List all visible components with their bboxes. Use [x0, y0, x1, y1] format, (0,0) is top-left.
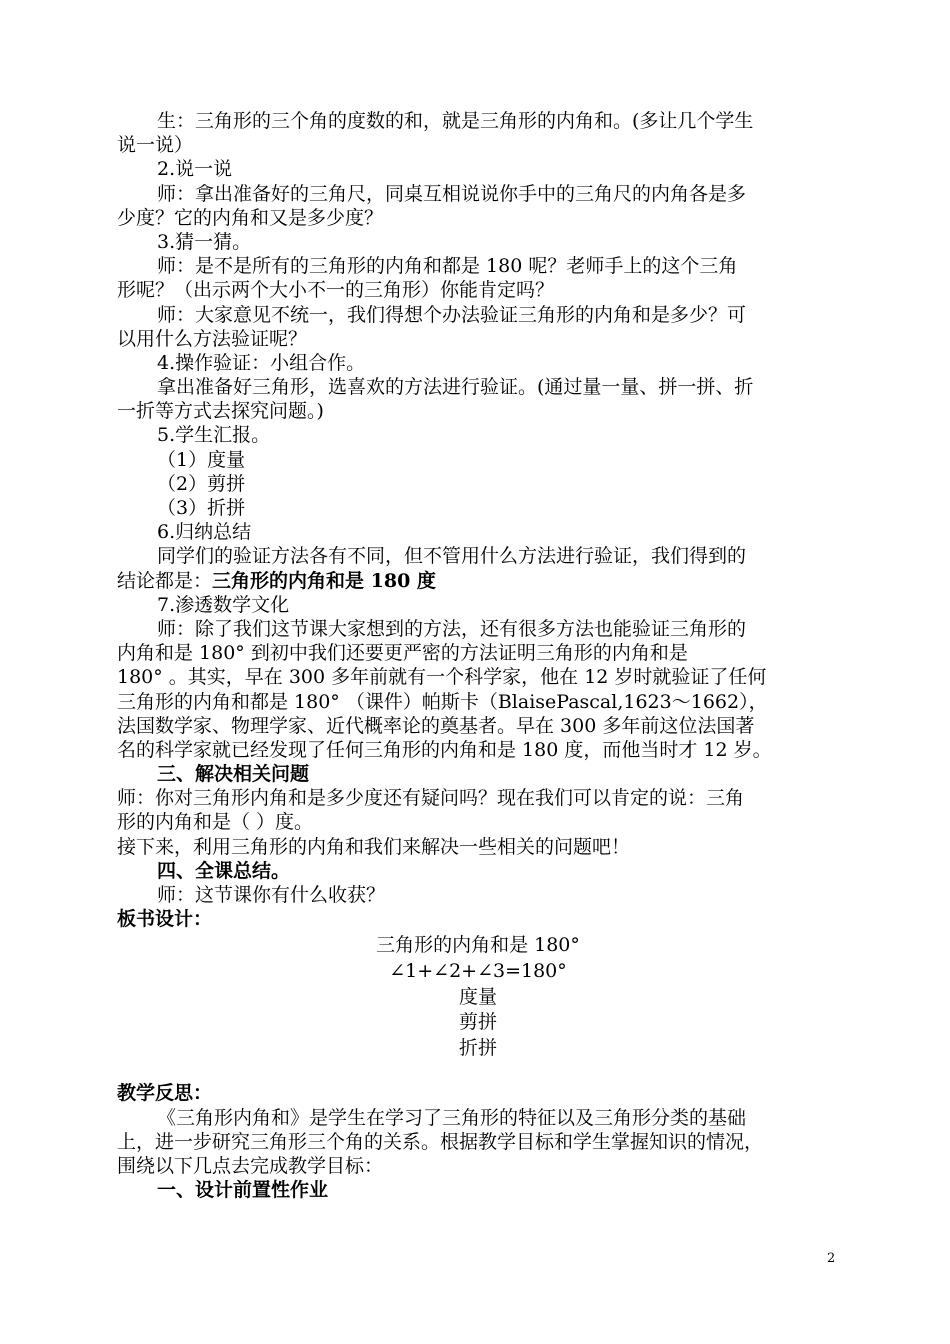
text-line: 上，进一步研究三角形三个角的关系。根据教学目标和学生掌握知识的情况，: [117, 1130, 764, 1153]
text-line: 拿出准备好三角形，选喜欢的方法进行验证。(通过量一量、拼一拼、折: [157, 376, 754, 399]
text-line: 5.学生汇报。: [157, 424, 271, 447]
text-line: 接下来，利用三角形的内角和我们来解决一些相关的问题吧！: [117, 835, 631, 858]
conclusion-prefix: 结论都是：: [117, 569, 213, 592]
text-line: 《三角形内角和》是学生在学习了三角形的特征以及三角形分类的基础: [157, 1106, 747, 1129]
text-line: 师：你对三角形内角和是多少度还有疑问吗？现在我们可以肯定的说：三角: [117, 787, 745, 810]
text-line: （2）剪拼: [157, 472, 246, 495]
conclusion-line: [117, 569, 839, 593]
text-line: 6.归纳总结: [157, 521, 252, 544]
page-body: [117, 109, 839, 1202]
text-line: 3.猜一猜。: [157, 230, 252, 253]
section-heading-3: 三、解决相关问题: [157, 763, 310, 786]
text-line: 名的科学家就已经发现了任何三角形的内角和是 180 度，而他当时才 12 岁。: [117, 738, 772, 761]
reflection-body: [117, 1106, 839, 1179]
text-line: 师：大家意见不统一，我们得想个办法验证三角形的内角和是多少？可: [157, 303, 747, 326]
board-item: 度量: [458, 985, 497, 1008]
section-heading-last: 一、设计前置性作业: [157, 1179, 329, 1202]
section-heading-4: 四、全课总结。: [157, 859, 291, 882]
text-line: 说一说）: [117, 134, 194, 157]
text-line: 同学们的验证方法各有不同，但不管用什么方法进行验证，我们得到的: [157, 545, 747, 568]
text-line: 2.说一说: [157, 158, 233, 181]
board-item: 折拼: [458, 1036, 497, 1059]
text-line: 生：三角形的三个角的度数的和，就是三角形的内角和。(多让几个学生: [157, 110, 754, 132]
summary-line: 师：这节课你有什么收获？: [157, 884, 386, 906]
text-line: 4.操作验证：小组合作。: [157, 351, 366, 374]
text-line: 围绕以下几点去完成教学目标：: [117, 1154, 384, 1177]
text-line: 一折等方式去探究问题。): [117, 400, 324, 423]
board-formula: ∠1+∠2+∠3=180°: [389, 959, 567, 982]
board-design: [117, 931, 839, 1061]
solve-problems-section: [117, 786, 839, 859]
math-culture-section: [117, 593, 839, 762]
text-line: 形呢？（出示两个大小不一的三角形）你能肯定吗？: [117, 279, 555, 302]
board-item: 剪拼: [458, 1011, 497, 1034]
text-line: 以用什么方法验证呢？: [117, 327, 308, 350]
text-line: 法国数学家、物理学家、近代概率论的奠基者。早在 300 多年前这位法国著: [117, 714, 755, 737]
reflection-title: 教学反思：: [117, 1082, 213, 1105]
text-line: 少度？它的内角和又是多少度？: [117, 206, 384, 229]
text-line: 180° 。其实，早在 300 多年前就有一个科学家，他在 12 岁时就验证了任何: [117, 666, 767, 689]
text-line: 7.渗透数学文化: [157, 593, 290, 616]
text-line: 师：除了我们这节课大家想到的方法，还有很多方法也能验证三角形的: [157, 617, 747, 640]
text-line: 师：是不是所有的三角形的内角和都是 180 呢？老师手上的这个三角: [157, 255, 738, 278]
board-title: 三角形的内角和是 180°: [376, 934, 580, 957]
text-line: 内角和是 180° 到初中我们还要更严密的方法证明三角形的内角和是: [117, 642, 688, 665]
text-line: 形的内角和是（ ）度。: [117, 811, 314, 834]
text-line: （1）度量: [157, 448, 246, 471]
text-line: 师：拿出准备好的三角尺，同桌互相说说你手中的三角尺的内角各是多: [157, 182, 747, 205]
text-line: 三角形的内角和都是 180° （课件）帕斯卡（BlaisePascal,1623～1662），: [117, 690, 768, 713]
lesson-steps: [117, 109, 839, 569]
text-line: （3）折拼: [157, 497, 246, 519]
conclusion-bold: 三角形的内角和是 180 度: [212, 569, 436, 592]
board-design-title: 板书设计：: [117, 908, 213, 931]
page-number: 2: [827, 1251, 836, 1266]
